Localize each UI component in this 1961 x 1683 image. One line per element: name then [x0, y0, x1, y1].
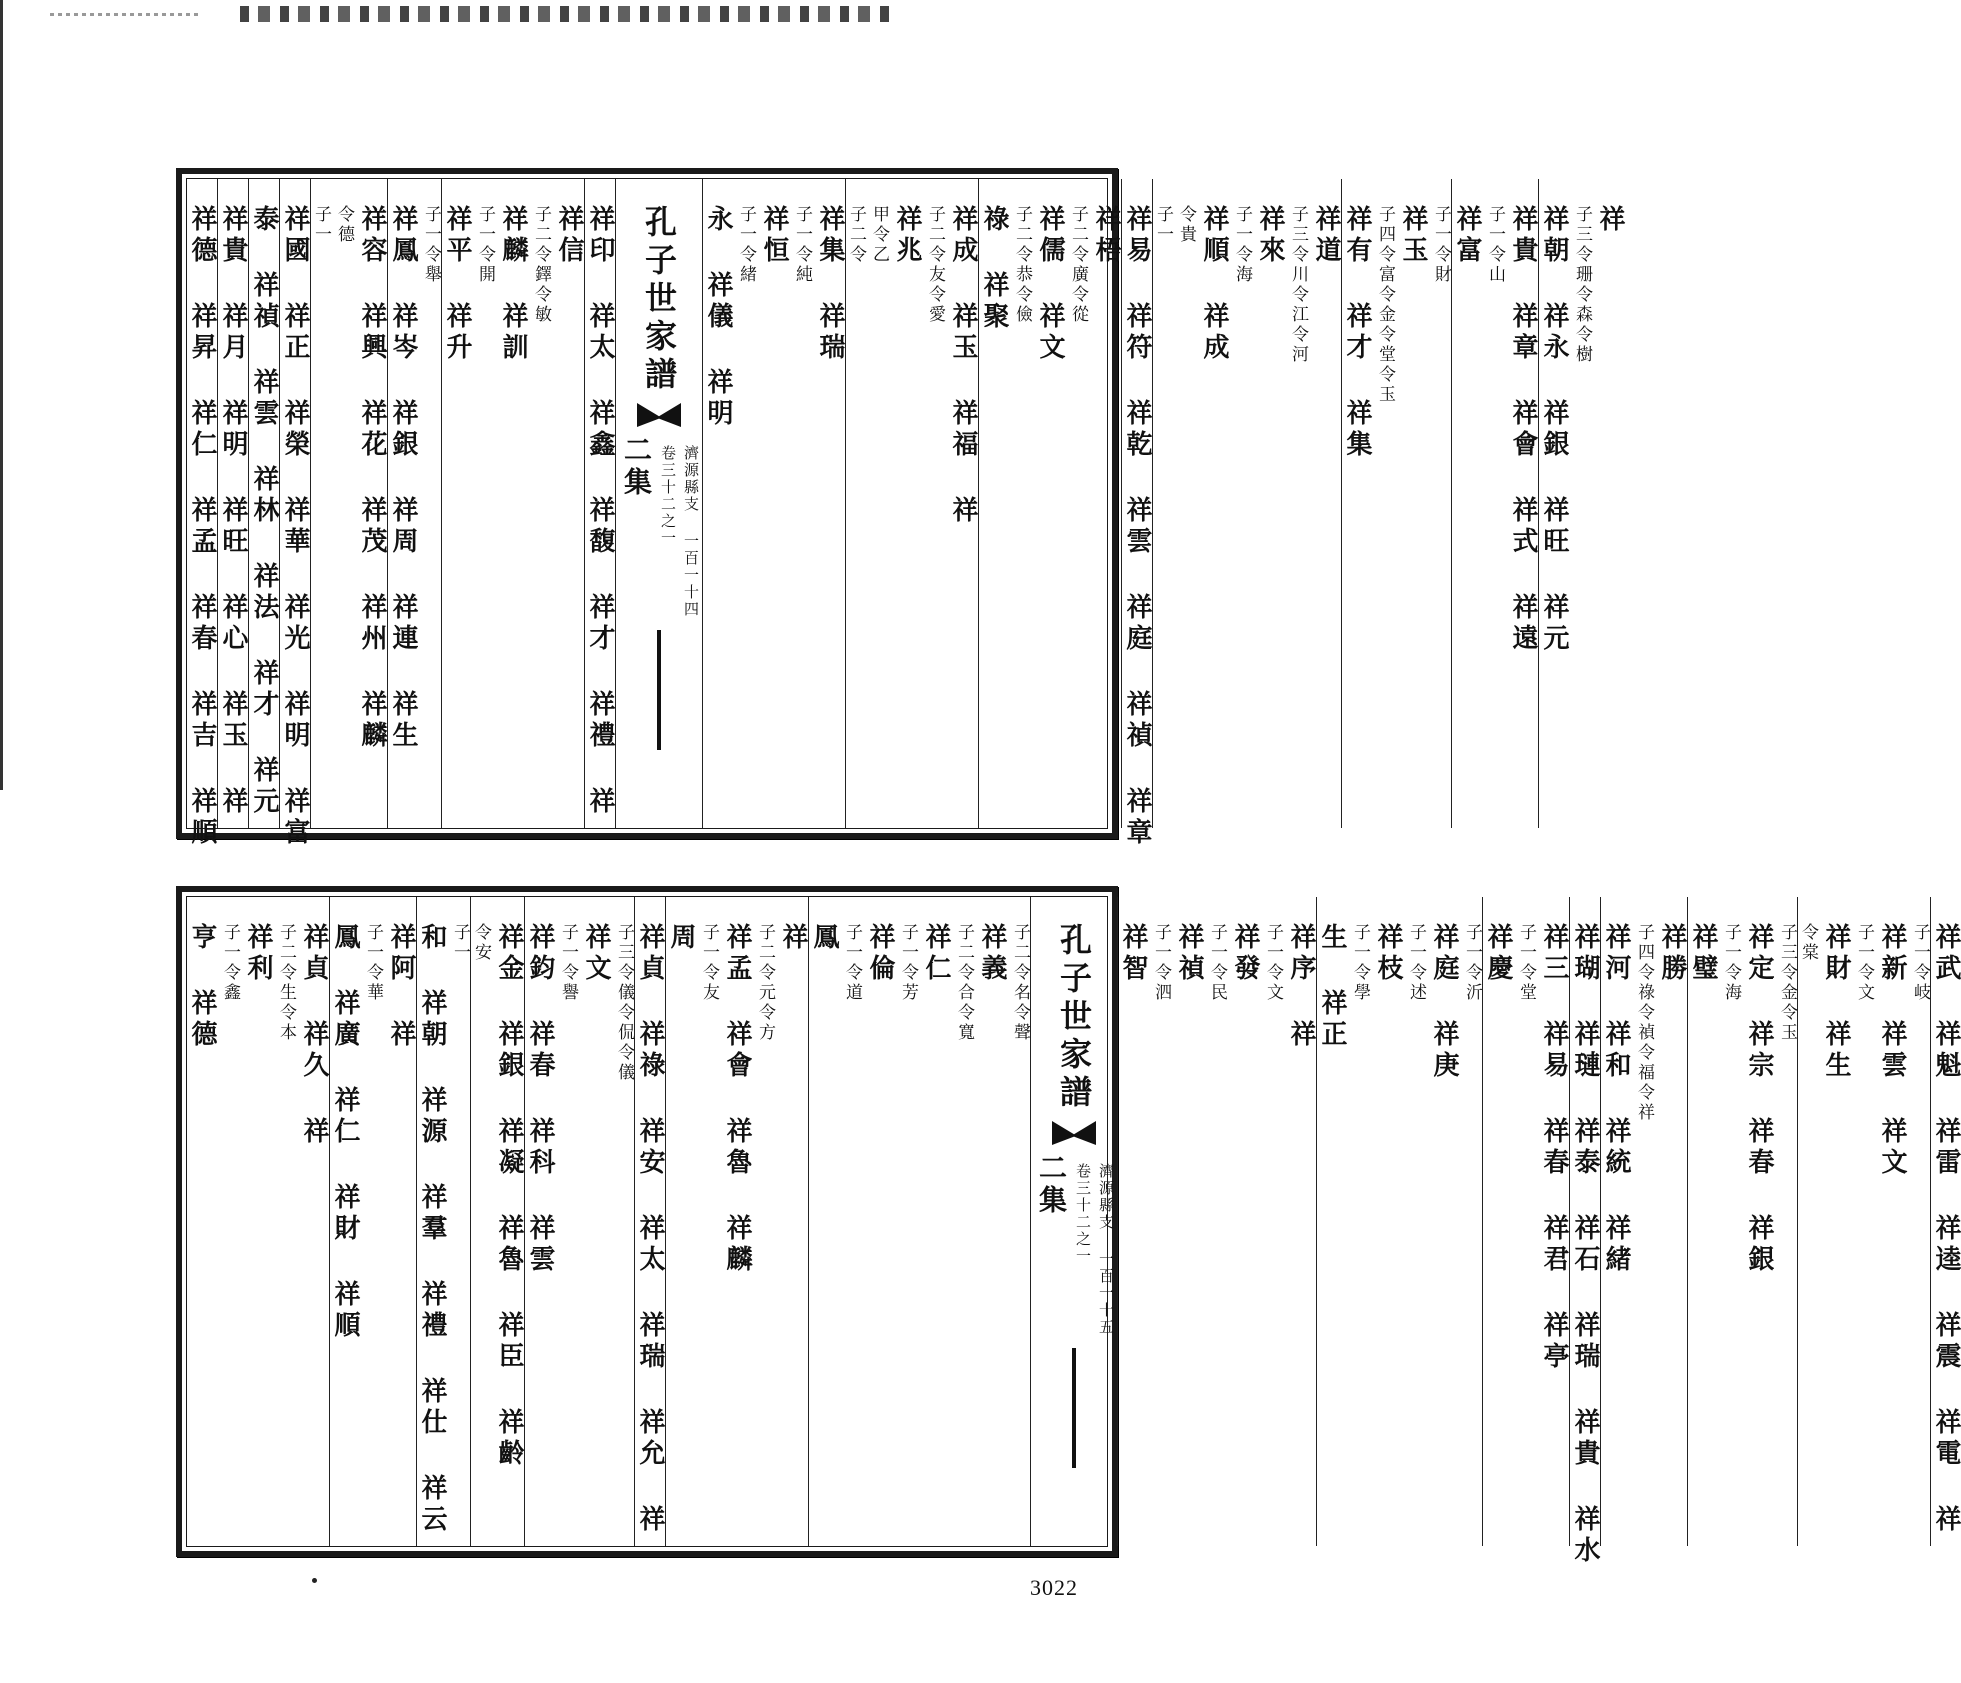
annotation-text: 子四令祿令禎令福令祥 [1634, 923, 1654, 1123]
annotation-text: 子二令名令聲 [1010, 923, 1030, 1043]
annotation-text: 子二令元令方 [755, 923, 775, 1043]
bottom-column-17 [1930, 897, 1961, 1546]
top-gutter-column [615, 179, 702, 828]
annotation-text: 令德 [334, 205, 354, 245]
annotation-text: 子一令譽 [558, 923, 578, 1003]
page-number: 3022 [1030, 1575, 1078, 1600]
top-column-1 [187, 179, 217, 849]
top-column-text-14 [1153, 205, 1341, 828]
name-text: 祥武 祥魁 祥雷 祥逵 祥震 祥電 祥 [1931, 923, 1961, 1536]
bottom-column-text-8 [809, 923, 1030, 1546]
name-text: 祥來 [1255, 205, 1285, 267]
annotation-text: 子三令儀令侃令儀 [614, 923, 634, 1083]
top-column-text-7 [442, 205, 584, 828]
name-text: 祥枝 [1373, 923, 1403, 985]
name-text: 祥河 祥和 祥統 祥緒 [1601, 923, 1631, 1276]
name-text: 和 祥朝 祥源 祥羣 祥禮 祥仕 祥云 [417, 923, 447, 1536]
bottom-column-12 [1482, 897, 1569, 1546]
name-text: 祥印 祥太 祥鑫 祥馥 祥才 祥禮 祥 [585, 205, 615, 818]
name-text: 祥孟 祥會 祥魯 祥麟 [722, 923, 752, 1276]
name-text: 祥瑚 祥璉 祥泰 祥石 祥瑞 祥貴 祥水 [1570, 923, 1600, 1567]
annotation-text: 子一 [311, 205, 331, 245]
annotation-text: 子三令川令江令河 [1288, 205, 1308, 365]
top-column-13 [1121, 179, 1152, 849]
bottom-column-15 [1687, 897, 1797, 1546]
top-column-17 [1538, 179, 1625, 828]
top-column-16 [1451, 179, 1538, 828]
bottom-gutter-title: 孔子世家譜 [1055, 923, 1093, 1113]
name-text: 永 祥儀 祥明 [703, 205, 733, 430]
name-text: 祥文 [581, 923, 611, 985]
top-column-14 [1152, 179, 1341, 828]
top-column-12 [978, 179, 1121, 828]
annotation-text: 子一令岐 [1910, 923, 1930, 1003]
annotation-text: 子二令廣令從 [1068, 205, 1088, 325]
name-text: 祥序 祥 [1286, 923, 1316, 1051]
annotation-text: 子一令述 [1406, 923, 1426, 1003]
bottom-gutter-branch-page: 濟源縣支 一百一十五 [1097, 1163, 1115, 1336]
name-text: 祥禎 [1174, 923, 1204, 985]
top-column-text-5 [311, 205, 387, 828]
annotation-text: 令棠 [1798, 923, 1818, 963]
top-page-frame [176, 168, 1625, 849]
name-text: 祥倫 [865, 923, 895, 985]
bottom-column-7 [665, 897, 808, 1546]
annotation-text: 令安 [471, 923, 491, 963]
name-text: 鳳 祥廣 祥仁 祥財 祥順 [330, 923, 360, 1342]
annotation-text: 子一令文 [1854, 923, 1874, 1003]
annotation-text: 子一令純 [792, 205, 812, 285]
bottom-column-text-5 [525, 923, 634, 1546]
name-text: 生 祥正 [1317, 923, 1347, 1051]
name-text: 祥麟 祥訓 [498, 205, 528, 364]
annotation-text: 子二令恭令儉 [1012, 205, 1032, 325]
annotation-text: 子一令友 [699, 923, 719, 1003]
annotation-text: 子一令海 [1721, 923, 1741, 1003]
bottom-column-text-13 [1570, 923, 1600, 1567]
bottom-column-1 [187, 897, 329, 1546]
annotation-text: 令貴 [1176, 205, 1196, 245]
annotation-text: 子一令民 [1207, 923, 1227, 1003]
name-text: 祥容 祥興 祥花 祥茂 祥州 祥麟 [357, 205, 387, 752]
name-text: 泰 祥禎 祥雲 祥林 祥法 祥才 祥元 [249, 205, 279, 818]
annotation-text: 子一令財 [1431, 205, 1451, 285]
name-text: 祥 [778, 923, 808, 954]
top-gutter-row [616, 435, 702, 618]
top-gutter-stack [616, 205, 702, 828]
bottom-gutter-stack [1031, 923, 1117, 1546]
top-column-text-1 [187, 205, 217, 849]
annotation-text: 子二令 [846, 205, 866, 265]
top-column-15 [1341, 179, 1451, 828]
top-margin-bleed [240, 6, 890, 22]
name-text: 祥阿 祥 [386, 923, 416, 1051]
bottom-column-5 [524, 897, 634, 1546]
name-text: 祥義 [977, 923, 1007, 985]
name-text: 祥梧 [1091, 205, 1121, 267]
bottom-page-frame [176, 886, 1961, 1567]
name-text: 祥智 [1118, 923, 1148, 985]
top-gutter-branch-page: 濟源縣支 一百一十四 [682, 445, 700, 618]
annotation-text: 子四令富令金令堂令玉 [1375, 205, 1395, 405]
bottom-fishtail-mark [1052, 1121, 1096, 1145]
name-text: 祥慶 [1483, 923, 1513, 985]
name-text: 祥利 [243, 923, 273, 985]
name-text: 亨 祥德 [187, 923, 217, 1051]
name-text: 祥平 祥升 [442, 205, 472, 364]
top-column-text-17 [1539, 205, 1625, 828]
name-text: 祥三 祥易 祥春 祥君 祥亭 [1539, 923, 1569, 1373]
bottom-column-text-1 [187, 923, 329, 1546]
name-text: 祥恒 [759, 205, 789, 267]
top-column-text-3 [249, 205, 279, 828]
bottom-column-text-11 [1317, 923, 1482, 1546]
annotation-text: 子一令海 [1232, 205, 1252, 285]
top-margin-bleed-faint [50, 13, 200, 16]
name-text: 祿 祥聚 [979, 205, 1009, 333]
annotation-text: 子二令鐸令敏 [531, 205, 551, 325]
top-fishtail-mark [637, 403, 681, 427]
name-text: 祥鳳 祥岑 祥銀 祥周 祥連 祥生 [388, 205, 418, 752]
bottom-column-13 [1569, 897, 1600, 1567]
name-text: 祥庭 祥庚 [1429, 923, 1459, 1082]
top-column-text-11 [846, 205, 978, 828]
bottom-column-text-12 [1483, 923, 1569, 1546]
annotation-text: 子一令華 [363, 923, 383, 1003]
annotation-text: 子一令緒 [736, 205, 756, 285]
top-column-text-12 [979, 205, 1121, 828]
name-text: 祥鈞 祥春 祥科 祥雲 [525, 923, 555, 1276]
top-column-10 [702, 179, 845, 828]
annotation-text: 子一令開 [475, 205, 495, 285]
bottom-column-4 [470, 897, 524, 1546]
name-text: 祥國 祥正 祥榮 祥華 祥光 祥明 祥富 [280, 205, 310, 849]
name-text: 祥仁 [921, 923, 951, 985]
annotation-text: 子一令文 [1263, 923, 1283, 1003]
top-column-text-16 [1452, 205, 1538, 828]
name-text: 祥貴 祥月 祥明 祥旺 祥心 祥玉 祥 [218, 205, 248, 818]
annotation-text: 子一令舉 [421, 205, 441, 285]
bottom-column-10 [1117, 897, 1316, 1546]
name-text: 祥成 祥玉 祥福 祥 [948, 205, 978, 527]
bottom-column-11 [1316, 897, 1482, 1546]
annotation-text: 子二令合令寬 [954, 923, 974, 1043]
bottom-column-6 [634, 897, 665, 1546]
top-gutter-section: 卷三十二之一 [659, 445, 677, 547]
name-text: 祥朝 祥永 祥銀 祥旺 祥元 [1539, 205, 1569, 655]
bottom-page-columns [186, 896, 1961, 1567]
name-text: 祥玉 [1398, 205, 1428, 267]
bottom-gutter-volume: 二集 [1035, 1153, 1068, 1217]
bottom-gutter-bar [1072, 1348, 1076, 1468]
annotation-text: 子一 [1153, 205, 1173, 245]
top-column-7 [441, 179, 584, 828]
bottom-column-8 [808, 897, 1030, 1546]
name-text: 祥富 [1452, 205, 1482, 267]
annotation-text: 子一 [450, 923, 470, 963]
bottom-gutter-column [1030, 897, 1117, 1546]
bottom-column-text-3 [417, 923, 470, 1546]
name-text: 祥有 祥才 祥集 [1342, 205, 1372, 461]
name-text: 祥貞 祥祿 祥安 祥太 祥瑞 祥允 祥 [635, 923, 665, 1536]
ink-speck [312, 1578, 317, 1583]
top-column-11 [845, 179, 978, 828]
name-text: 祥集 祥瑞 [815, 205, 845, 364]
top-column-3 [248, 179, 279, 828]
name-text: 祥道 [1311, 205, 1341, 267]
top-gutter-volume: 二集 [620, 435, 653, 499]
annotation-text: 甲令乙 [869, 205, 889, 265]
top-column-text-15 [1342, 205, 1451, 828]
top-column-8 [584, 179, 615, 828]
annotation-text: 子一令學 [1350, 923, 1370, 1003]
bottom-column-3 [416, 897, 470, 1546]
bottom-column-2 [329, 897, 416, 1546]
name-text: 祥發 [1230, 923, 1260, 985]
name-text: 祥勝 [1657, 923, 1687, 985]
name-text: 祥兆 [892, 205, 922, 267]
top-column-text-8 [585, 205, 615, 828]
annotation-text: 子三令金令玉 [1777, 923, 1797, 1043]
name-text: 祥新 祥雲 祥文 [1877, 923, 1907, 1179]
name-text: 祥貞 祥久 祥 [299, 923, 329, 1148]
top-column-4 [279, 179, 310, 849]
bottom-column-16 [1797, 897, 1930, 1546]
bottom-gutter-row [1031, 1153, 1117, 1336]
bottom-column-text-7 [666, 923, 808, 1546]
bottom-column-text-16 [1798, 923, 1930, 1546]
top-column-text-2 [218, 205, 248, 828]
annotation-text: 子三令珊令森令樹 [1572, 205, 1592, 365]
annotation-text: 子一令山 [1485, 205, 1505, 285]
name-text: 鳳 [809, 923, 839, 954]
bottom-column-text-6 [635, 923, 665, 1546]
name-text: 祥德 祥昇 祥仁 祥孟 祥春 祥吉 祥順 [187, 205, 217, 849]
bottom-column-text-17 [1931, 923, 1961, 1546]
bottom-gutter-section: 卷三十二之一 [1074, 1163, 1092, 1265]
annotation-text: 子二令生令本 [276, 923, 296, 1043]
name-text: 祥財 祥生 [1821, 923, 1851, 1082]
name-text: 祥順 祥成 [1199, 205, 1229, 364]
annotation-text: 子一令沂 [1462, 923, 1482, 1003]
top-column-6 [387, 179, 441, 828]
name-text: 祥金 祥銀 祥凝 祥魯 祥臣 祥齡 [494, 923, 524, 1470]
annotation-text: 子一令堂 [1516, 923, 1536, 1003]
name-text: 祥 [1595, 205, 1625, 236]
name-text: 周 [666, 923, 696, 954]
bottom-column-text-15 [1688, 923, 1797, 1546]
name-text: 祥易 祥符 祥乾 祥雲 祥庭 祥禎 祥章 [1122, 205, 1152, 849]
top-page-columns [186, 178, 1625, 849]
annotation-text: 子一令芳 [898, 923, 918, 1003]
top-gutter-title: 孔子世家譜 [640, 205, 678, 395]
annotation-text: 子一令道 [842, 923, 862, 1003]
bottom-column-text-4 [471, 923, 524, 1546]
top-column-text-13 [1122, 205, 1152, 849]
bottom-column-14 [1600, 897, 1687, 1546]
annotation-text: 子二令友令愛 [925, 205, 945, 325]
annotation-text: 子一令鑫 [220, 923, 240, 1003]
top-column-2 [217, 179, 248, 828]
annotation-text: 子一令泗 [1151, 923, 1171, 1003]
left-scan-edge [0, 0, 3, 790]
bottom-column-text-10 [1118, 923, 1316, 1546]
top-column-text-10 [703, 205, 845, 828]
top-column-5 [310, 179, 387, 828]
top-column-text-6 [388, 205, 441, 828]
top-gutter-bar [657, 630, 661, 750]
bottom-column-text-14 [1601, 923, 1687, 1546]
top-column-text-4 [280, 205, 310, 849]
name-text: 祥信 [554, 205, 584, 267]
name-text: 祥璧 [1688, 923, 1718, 985]
name-text: 祥貴 祥章 祥會 祥式 祥遠 [1508, 205, 1538, 655]
bottom-column-text-2 [330, 923, 416, 1546]
name-text: 祥儒 祥文 [1035, 205, 1065, 364]
name-text: 祥定 祥宗 祥春 祥銀 [1744, 923, 1774, 1276]
